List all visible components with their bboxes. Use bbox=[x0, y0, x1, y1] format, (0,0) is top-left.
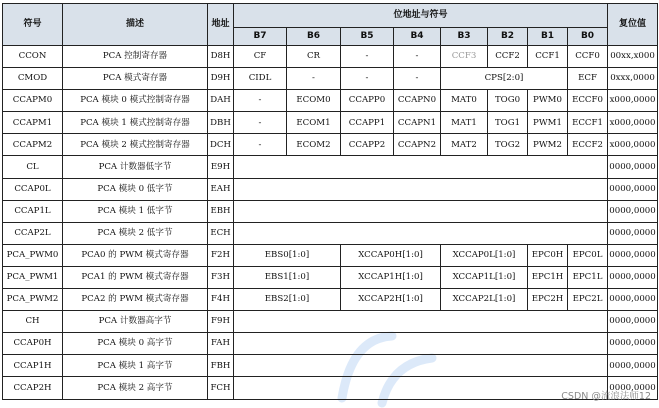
bit-field: PWM1 bbox=[528, 112, 568, 134]
register-description: PCA 模块 1 低字节 bbox=[63, 200, 208, 222]
register-description: PCA 模式寄存器 bbox=[63, 68, 208, 90]
bit-field: XCCAP1L[1:0] bbox=[441, 266, 528, 288]
bit-field: EPC0L bbox=[568, 244, 608, 266]
register-address: FBH bbox=[208, 355, 234, 377]
register-address: ECH bbox=[208, 222, 234, 244]
bit-field: CCF0 bbox=[568, 46, 608, 68]
table-row bbox=[3, 46, 658, 68]
bit-field: MAT1 bbox=[441, 112, 488, 134]
header-symbol: 符号 bbox=[3, 4, 63, 46]
register-address: E9H bbox=[208, 156, 234, 178]
bit-field: CCAPN2 bbox=[394, 134, 441, 156]
register-reset-value: 0000,0000 bbox=[608, 377, 658, 399]
bit-field-empty bbox=[234, 222, 608, 244]
bit-field: - bbox=[234, 90, 287, 112]
table-row bbox=[3, 134, 658, 156]
register-reset-value: 0000,0000 bbox=[608, 355, 658, 377]
table-row bbox=[3, 289, 658, 311]
register-symbol: CCAP2L bbox=[3, 222, 63, 244]
bit-field: ECOM0 bbox=[287, 90, 341, 112]
bit-field: ECOM1 bbox=[287, 112, 341, 134]
bit-field: CCAPN0 bbox=[394, 90, 441, 112]
bit-field-empty bbox=[234, 178, 608, 200]
register-description: PCA 模块 1 高字节 bbox=[63, 355, 208, 377]
register-description: PCA0 的 PWM 模式寄存器 bbox=[63, 244, 208, 266]
table-row bbox=[3, 311, 658, 333]
register-description: PCA2 的 PWM 模式寄存器 bbox=[63, 289, 208, 311]
bit-field: - bbox=[341, 68, 394, 90]
register-description: PCA 模块 1 模式控制寄存器 bbox=[63, 112, 208, 134]
register-reset-value: 0000,0000 bbox=[608, 333, 658, 355]
register-symbol: CCAP0L bbox=[3, 178, 63, 200]
register-reset-value: 0000,0000 bbox=[608, 289, 658, 311]
bit-field-empty bbox=[234, 333, 608, 355]
header-bit: B0 bbox=[568, 28, 608, 46]
bit-field: EBS0[1:0] bbox=[234, 244, 341, 266]
register-symbol: CCAP2H bbox=[3, 377, 63, 399]
bit-field: TOG1 bbox=[488, 112, 528, 134]
bit-field: EPC1H bbox=[528, 266, 568, 288]
register-address: F3H bbox=[208, 266, 234, 288]
bit-field: ECCF1 bbox=[568, 112, 608, 134]
bit-field-empty bbox=[234, 311, 608, 333]
register-description: PCA1 的 PWM 模式寄存器 bbox=[63, 266, 208, 288]
table-row bbox=[3, 222, 658, 244]
bit-field-empty bbox=[234, 156, 608, 178]
bit-field: EBS1[1:0] bbox=[234, 266, 341, 288]
register-address: FAH bbox=[208, 333, 234, 355]
bit-field: - bbox=[341, 46, 394, 68]
bit-field: - bbox=[394, 46, 441, 68]
table-row bbox=[3, 355, 658, 377]
bit-field: XCCAP2L[1:0] bbox=[441, 289, 528, 311]
bit-field-empty bbox=[234, 355, 608, 377]
header-bit: B6 bbox=[287, 28, 341, 46]
register-reset-value: 0000,0000 bbox=[608, 266, 658, 288]
bit-field: XCCAP1H[1:0] bbox=[341, 266, 441, 288]
register-address: D8H bbox=[208, 46, 234, 68]
register-reset-value: 0xxx,0000 bbox=[608, 68, 658, 90]
header-bit: B7 bbox=[234, 28, 287, 46]
register-reset-value: x000,0000 bbox=[608, 90, 658, 112]
register-reset-value: 0000,0000 bbox=[608, 156, 658, 178]
bit-field: CCAPN1 bbox=[394, 112, 441, 134]
register-address: D9H bbox=[208, 68, 234, 90]
bit-field: CCF1 bbox=[528, 46, 568, 68]
header-bit: B2 bbox=[488, 28, 528, 46]
register-table bbox=[2, 3, 658, 400]
bit-field-empty bbox=[234, 377, 608, 399]
register-symbol: CCAP1L bbox=[3, 200, 63, 222]
register-reset-value: x000,0000 bbox=[608, 112, 658, 134]
register-symbol: CH bbox=[3, 311, 63, 333]
register-reset-value: 0000,0000 bbox=[608, 200, 658, 222]
bit-field: EPC0H bbox=[528, 244, 568, 266]
register-description: PCA 模块 0 低字节 bbox=[63, 178, 208, 200]
register-description: PCA 模块 2 低字节 bbox=[63, 222, 208, 244]
bit-field: CR bbox=[287, 46, 341, 68]
header-bit-group: 位地址与符号 bbox=[234, 4, 608, 28]
bit-field: CF bbox=[234, 46, 287, 68]
table-row bbox=[3, 266, 658, 288]
register-description: PCA 模块 0 模式控制寄存器 bbox=[63, 90, 208, 112]
table-row bbox=[3, 112, 658, 134]
bit-field: ECOM2 bbox=[287, 134, 341, 156]
register-symbol: PCA_PWM1 bbox=[3, 266, 63, 288]
bit-field: XCCAP0L[1:0] bbox=[441, 244, 528, 266]
table-row bbox=[3, 333, 658, 355]
bit-field: XCCAP0H[1:0] bbox=[341, 244, 441, 266]
bit-field-empty bbox=[234, 200, 608, 222]
table-row bbox=[3, 377, 658, 399]
register-symbol: CCAP1H bbox=[3, 355, 63, 377]
header-description: 描述 bbox=[63, 4, 208, 46]
register-symbol: CCAPM1 bbox=[3, 112, 63, 134]
bit-field: - bbox=[394, 68, 441, 90]
register-address: DBH bbox=[208, 112, 234, 134]
register-address: DAH bbox=[208, 90, 234, 112]
bit-field: - bbox=[287, 68, 341, 90]
register-reset-value: 0000,0000 bbox=[608, 311, 658, 333]
table-row bbox=[3, 200, 658, 222]
header-bit: B1 bbox=[528, 28, 568, 46]
register-address: EAH bbox=[208, 178, 234, 200]
bit-field: PWM0 bbox=[528, 90, 568, 112]
bit-field: MAT0 bbox=[441, 90, 488, 112]
header-address: 地址 bbox=[208, 4, 234, 46]
register-symbol: CCAPM2 bbox=[3, 134, 63, 156]
bit-field: EBS2[1:0] bbox=[234, 289, 341, 311]
register-symbol: CCON bbox=[3, 46, 63, 68]
bit-field: CCAPP1 bbox=[341, 112, 394, 134]
bit-field: TOG0 bbox=[488, 90, 528, 112]
register-rows bbox=[3, 46, 658, 400]
bit-field: CCF2 bbox=[488, 46, 528, 68]
register-address: FCH bbox=[208, 377, 234, 399]
table-row bbox=[3, 68, 658, 90]
register-description: PCA 控制寄存器 bbox=[63, 46, 208, 68]
register-reset-value: 0000,0000 bbox=[608, 244, 658, 266]
table-row bbox=[3, 90, 658, 112]
table-row bbox=[3, 156, 658, 178]
bit-field: - bbox=[234, 112, 287, 134]
table-row bbox=[3, 244, 658, 266]
register-address: DCH bbox=[208, 134, 234, 156]
bit-field: TOG2 bbox=[488, 134, 528, 156]
register-address: F2H bbox=[208, 244, 234, 266]
header-bit: B5 bbox=[341, 28, 394, 46]
register-description: PCA 模块 0 高字节 bbox=[63, 333, 208, 355]
bit-field: EPC2L bbox=[568, 289, 608, 311]
bit-field: - bbox=[234, 134, 287, 156]
register-symbol: PCA_PWM0 bbox=[3, 244, 63, 266]
bit-field: CCAPP0 bbox=[341, 90, 394, 112]
csdn-watermark: CSDN @流浪法师12 bbox=[561, 391, 651, 402]
bit-field: ECCF0 bbox=[568, 90, 608, 112]
bit-field: CCAPP2 bbox=[341, 134, 394, 156]
bit-field: ECF bbox=[568, 68, 608, 90]
bit-field: EPC2H bbox=[528, 289, 568, 311]
register-symbol: CCAPM0 bbox=[3, 90, 63, 112]
bit-field: EPC1L bbox=[568, 266, 608, 288]
bit-field: CCF3 bbox=[441, 46, 488, 68]
register-symbol: CMOD bbox=[3, 68, 63, 90]
register-reset-value: x000,0000 bbox=[608, 134, 658, 156]
register-address: EBH bbox=[208, 200, 234, 222]
bit-field: CPS[2:0] bbox=[441, 68, 568, 90]
register-symbol: CCAP0H bbox=[3, 333, 63, 355]
register-description: PCA 计数器高字节 bbox=[63, 311, 208, 333]
bit-field: MAT2 bbox=[441, 134, 488, 156]
header-bit: B4 bbox=[394, 28, 441, 46]
header-reset: 复位值 bbox=[608, 4, 658, 46]
table-row bbox=[3, 178, 658, 200]
register-reset-value: 0000,0000 bbox=[608, 222, 658, 244]
register-address: F9H bbox=[208, 311, 234, 333]
header-bit: B3 bbox=[441, 28, 488, 46]
register-symbol: PCA_PWM2 bbox=[3, 289, 63, 311]
register-address: F4H bbox=[208, 289, 234, 311]
register-description: PCA 模块 2 高字节 bbox=[63, 377, 208, 399]
bit-field: CIDL bbox=[234, 68, 287, 90]
register-reset-value: 0000,0000 bbox=[608, 178, 658, 200]
bit-field: PWM2 bbox=[528, 134, 568, 156]
bit-field: ECCF2 bbox=[568, 134, 608, 156]
register-reset-value: 00xx,x000 bbox=[608, 46, 658, 68]
register-symbol: CL bbox=[3, 156, 63, 178]
bit-field: XCCAP2H[1:0] bbox=[341, 289, 441, 311]
register-description: PCA 计数器低字节 bbox=[63, 156, 208, 178]
register-description: PCA 模块 2 模式控制寄存器 bbox=[63, 134, 208, 156]
